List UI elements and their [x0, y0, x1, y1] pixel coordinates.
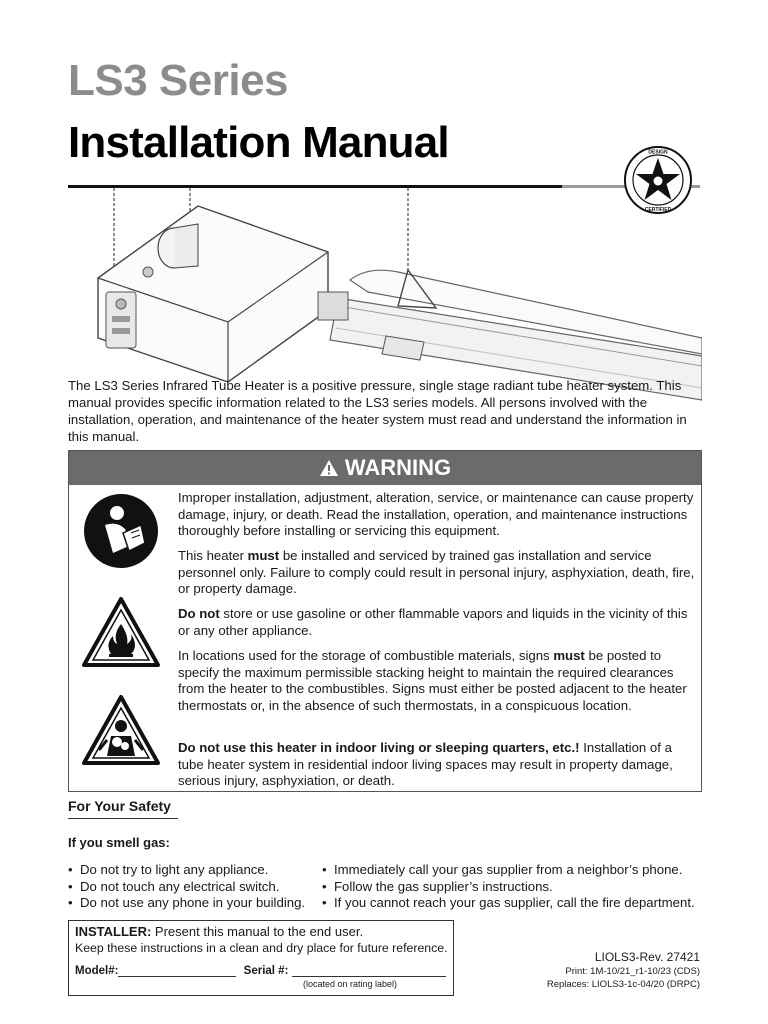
warning-box	[68, 450, 702, 792]
warning-paragraph-2: This heater must be installed and serviced by trained gas installation and service personnel only. Failure to comply could result in personal injury, asphyxiation, death, fire, or property damage.	[178, 548, 695, 596]
seal-top-text: DESIGN	[648, 149, 668, 156]
smell-gas-subheading: If you smell gas:	[68, 835, 170, 850]
warning-paragraph-1: Improper installation, adjustment, alteration, service, or maintenance can cause property damage, injury, or death. Read the installation, operation, and maintenance instructions thoroughly before installing or servicing this equipment.	[178, 490, 694, 538]
manual-title: Installation Manual	[68, 118, 449, 167]
list-item: • Immediately call your gas supplier from a neighbor’s phone.	[322, 862, 695, 879]
warning-paragraph-5: Do not use this heater in indoor living or sleeping quarters, etc.! Installation of a tube heater system in residential indoor living spaces may result in property damage, serious injury, asphyxiation, or death.	[178, 740, 673, 788]
list-item: • Do not try to light any appliance.	[68, 862, 305, 879]
installer-box	[68, 920, 454, 996]
safety-heading: For Your Safety	[68, 798, 171, 814]
model-serial-line	[75, 965, 446, 977]
intro-paragraph: The LS3 Series Infrared Tube Heater is a positive pressure, single stage radiant tube heater system. This manual provides specific information related to the LS3 series models. All persons involved with the installation, operation, and maintenance of the heater system must read and understand the information in this manual.	[68, 378, 687, 444]
print-info: Print: 1M-10/21_r1-10/23 (CDS)	[565, 966, 700, 977]
serial-field[interactable]	[292, 965, 446, 977]
warning-paragraph-4: In locations used for the storage of combustible materials, signs must be posted to specify the maximum permissible stacking height to maintain the required clearances from the heater to the combustibles. Signs must either be posted adjacent to the heater thermostats or, in the absence of such thermostats, in a conspicuous location.	[178, 648, 687, 713]
rating-label-note: (located on rating label)	[303, 979, 398, 989]
safety-heading-rule	[68, 818, 178, 819]
list-item: • Do not use any phone in your building.	[68, 895, 305, 912]
safety-list-right	[322, 862, 695, 912]
document-number: LIOLS3-Rev. 27421	[594, 950, 700, 964]
warning-header	[69, 451, 701, 485]
warning-triangle-icon	[319, 459, 339, 477]
serial-label: Serial #:	[243, 965, 289, 977]
safety-list-left	[68, 862, 305, 912]
replaces-info: Replaces: LIOLS3-1c-04/20 (DRPC)	[546, 979, 700, 990]
warning-heading: WARNING	[344, 455, 452, 480]
seal-bottom-text: CERTIFIED	[644, 207, 672, 213]
model-field[interactable]	[118, 965, 236, 977]
model-label: Model#:	[75, 965, 119, 977]
warning-paragraph-3: Do not store or use gasoline or other flammable vapors and liquids in the vicinity of this or any other appliance.	[178, 606, 688, 638]
list-item: • Follow the gas supplier’s instructions.	[322, 879, 695, 896]
list-item: • If you cannot reach your gas supplier, call the fire department.	[322, 895, 695, 912]
keep-instructions-line: Keep these instructions in a clean and dry place for future reference.	[75, 941, 448, 955]
installer-line: INSTALLER: Present this manual to the end user.	[75, 924, 364, 939]
series-title: LS3 Series	[68, 56, 289, 105]
asphyxiation-hazard-icon	[81, 694, 161, 766]
list-item: • Do not touch any electrical switch.	[68, 879, 305, 896]
fire-hazard-icon	[81, 596, 161, 668]
read-manual-icon	[83, 493, 159, 569]
